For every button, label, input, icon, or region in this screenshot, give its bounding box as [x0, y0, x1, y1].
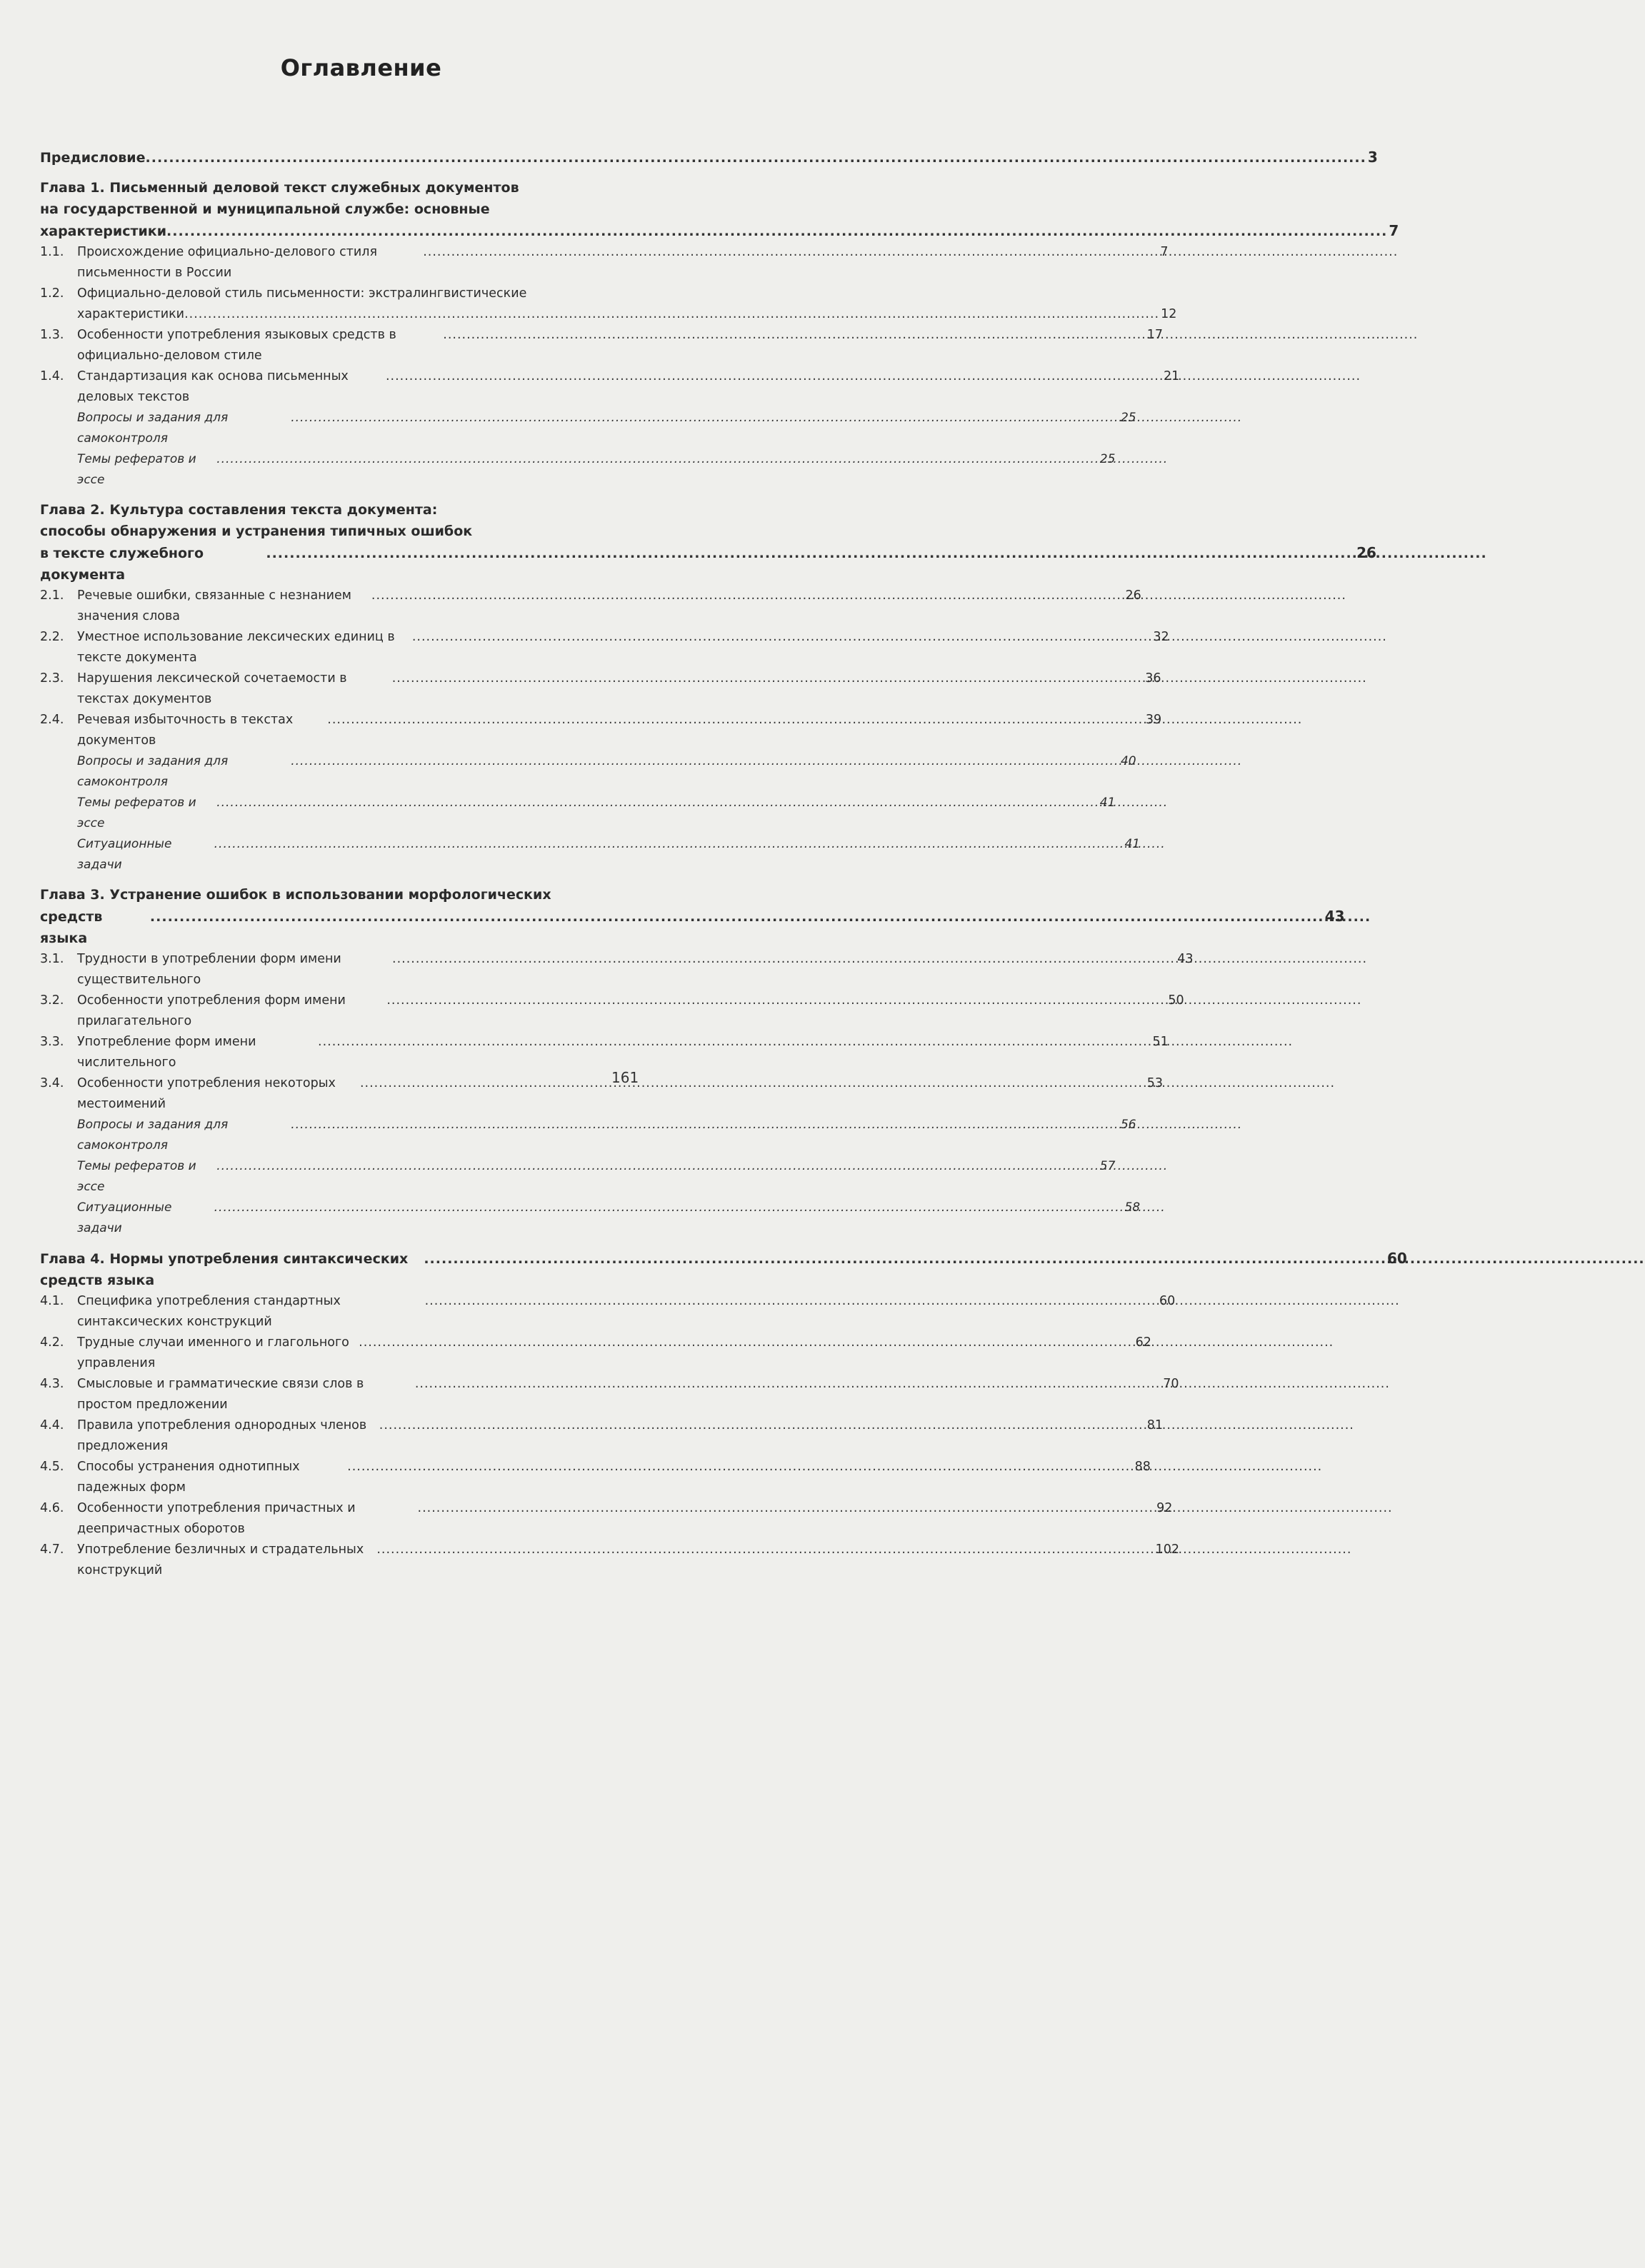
toc-page-number: 36: [1145, 671, 1161, 686]
toc-supplement-entry[interactable]: [40, 1156, 1116, 1198]
toc-page-number: 26: [1356, 544, 1376, 561]
toc-entry-line: Особенности употребления форм имени прилагательного: [77, 993, 350, 1028]
toc-entry-line: характеристики: [77, 307, 185, 321]
toc-chapter-entry[interactable]: [40, 146, 1378, 169]
toc-supplement-entry[interactable]: [40, 449, 1116, 491]
toc-entry-title: [77, 1156, 1099, 1198]
toc-entry-line: Ситуационные задачи: [77, 837, 176, 872]
dot-leader: [150, 906, 1324, 928]
toc-entry-line: средств языка: [40, 909, 108, 946]
toc-entry-title: [77, 1540, 1154, 1581]
toc-entry-title: [77, 834, 1123, 875]
dot-leader: [443, 325, 1145, 346]
dot-leader: [216, 1156, 1099, 1177]
toc-entry-title: [40, 1248, 1386, 1291]
toc-entry-title: [77, 586, 1124, 627]
toc-chapter-entry[interactable]: [40, 1248, 1407, 1291]
toc-page-number: 39: [1145, 713, 1162, 727]
dot-leader: [418, 1498, 1156, 1519]
toc-page-number: 26: [1125, 588, 1141, 603]
dot-leader: [318, 1032, 1151, 1053]
table-of-contents: [40, 146, 1407, 1581]
toc-entry-title: [40, 177, 1399, 242]
toc-entry-line: в тексте служебного документа: [40, 546, 209, 583]
dot-leader: [327, 710, 1144, 731]
toc-entry-title: [77, 284, 1176, 325]
toc-section-entry[interactable]: [40, 710, 1162, 751]
toc-entry-line: Особенности употребления причастных и деепричастных оборотов: [77, 1501, 360, 1536]
toc-entry-line: Специфика употребления стандартных синтаксических конструкций: [77, 1294, 345, 1329]
toc-entry-line: Вопросы и задания для самоконтроля: [77, 754, 232, 789]
dot-leader: [412, 627, 1152, 648]
toc-entry-number: 1.3.: [40, 328, 64, 342]
toc-entry-line: Глава 1. Письменный деловой текст служебных документов: [40, 180, 519, 196]
toc-entry-number: 4.4.: [40, 1418, 64, 1432]
toc-entry-number: 4.6.: [40, 1501, 64, 1515]
toc-page-number: 41: [1124, 837, 1141, 851]
dot-leader: [214, 834, 1124, 855]
toc-entry-title: [77, 1333, 1134, 1374]
dot-leader: [386, 366, 1162, 387]
toc-entry-line: Нарушения лексической сочетаемости в текстах документов: [77, 671, 351, 706]
toc-entry-number: 1.4.: [40, 369, 64, 383]
dot-leader: [424, 1248, 1386, 1270]
toc-entry-title: [77, 627, 1151, 668]
toc-page-number: 50: [1168, 993, 1184, 1008]
toc-entry-number: 4.5.: [40, 1460, 64, 1474]
toc-supplement-entry[interactable]: [40, 834, 1141, 875]
toc-entry-line: Употребление безличных и страдательных конструкций: [77, 1542, 368, 1577]
dot-leader: [425, 1291, 1158, 1312]
toc-entry-number: 2.1.: [40, 588, 64, 603]
toc-section-entry[interactable]: [40, 668, 1161, 710]
toc-entry-line: Способы устранения однотипных падежных форм: [77, 1460, 304, 1495]
toc-entry-title: [77, 793, 1099, 834]
toc-entry-line: Правила употребления однородных членов предложения: [77, 1418, 371, 1453]
toc-entry-number: 2.2.: [40, 630, 64, 644]
toc-page-number: 7: [1389, 222, 1399, 239]
toc-supplement-entry[interactable]: [40, 1198, 1141, 1239]
toc-entry-line: Темы рефератов и эссе: [77, 1159, 201, 1194]
toc-section-entry[interactable]: [40, 1073, 1163, 1115]
dot-leader: [291, 408, 1119, 428]
toc-page-number: 12: [1161, 307, 1177, 321]
toc-entry-title: [77, 751, 1119, 793]
toc-page-number: 57: [1099, 1159, 1116, 1173]
toc-entry-line: Темы рефератов и эссе: [77, 796, 201, 831]
toc-entry-line: Предисловие: [40, 150, 146, 166]
toc-page-number: 32: [1153, 630, 1169, 644]
toc-section-entry[interactable]: [40, 1291, 1176, 1333]
dot-leader: [415, 1374, 1161, 1395]
toc-entry-title: [77, 1374, 1161, 1415]
toc-entry-number: 3.3.: [40, 1035, 64, 1049]
dot-leader: [376, 1540, 1154, 1560]
toc-section-entry[interactable]: [40, 242, 1169, 284]
toc-entry-line: Трудности в употреблении форм имени существительного: [77, 952, 346, 987]
toc-entry-number: 2.3.: [40, 671, 64, 686]
dot-leader: [184, 304, 1159, 325]
toc-page-number: 56: [1120, 1118, 1136, 1132]
dot-leader: [360, 1073, 1146, 1094]
dot-leader: [166, 221, 1387, 242]
toc-section-entry[interactable]: [40, 325, 1163, 366]
page-number: 161: [611, 1069, 639, 1086]
toc-section-entry[interactable]: [40, 1032, 1169, 1073]
toc-entry-number: 4.3.: [40, 1377, 64, 1391]
toc-entry-line: характеристики: [40, 224, 167, 239]
toc-page-number: 62: [1135, 1335, 1151, 1350]
toc-entry-title: [77, 710, 1144, 751]
toc-entry-line: Речевые ошибки, связанные с незнанием значения слова: [77, 588, 356, 623]
dot-leader: [347, 1457, 1133, 1477]
toc-entry-title: [77, 366, 1162, 408]
toc-entry-line: Особенности употребления языковых средств в официально-деловом стиле: [77, 328, 401, 363]
toc-entry-title: [77, 325, 1146, 366]
toc-section-entry[interactable]: [40, 1498, 1173, 1540]
dot-leader: [379, 1415, 1146, 1436]
toc-entry-line: способы обнаружения и устранения типичных ошибок: [40, 523, 473, 539]
toc-page-number: 25: [1099, 452, 1116, 466]
dot-leader: [371, 586, 1124, 606]
toc-entry-number: 1.1.: [40, 245, 64, 259]
toc-section-entry[interactable]: [40, 586, 1141, 627]
toc-entry-number: 3.1.: [40, 952, 64, 966]
toc-entry-title: [77, 1498, 1155, 1540]
toc-entry-title: [77, 990, 1166, 1032]
toc-page-number: 43: [1324, 908, 1345, 925]
toc-page-number: 41: [1099, 796, 1116, 810]
toc-page-number: 51: [1152, 1035, 1169, 1049]
toc-page-number: 92: [1156, 1501, 1173, 1515]
toc-supplement-entry[interactable]: [40, 1115, 1136, 1156]
toc-page-number: 7: [1160, 245, 1169, 259]
toc-entry-title: [40, 884, 1345, 949]
toc-supplement-entry[interactable]: [40, 751, 1136, 793]
toc-entry-line: Стандартизация как основа письменных деловых текстов: [77, 369, 353, 404]
toc-page-number: 21: [1163, 369, 1180, 383]
toc-supplement-entry[interactable]: [40, 793, 1116, 834]
toc-page-number: 40: [1120, 754, 1136, 768]
toc-entry-line: на государственной и муниципальной службе: основные: [40, 201, 490, 217]
dot-leader: [266, 543, 1355, 564]
toc-section-entry[interactable]: [40, 366, 1180, 408]
toc-section-entry[interactable]: [40, 949, 1194, 990]
toc-section-entry[interactable]: [40, 1333, 1151, 1374]
toc-page-number: 3: [1367, 149, 1378, 166]
dot-leader: [423, 242, 1159, 263]
toc-entry-number: 3.4.: [40, 1076, 64, 1090]
toc-page-number: 25: [1120, 411, 1136, 425]
toc-entry-number: 4.2.: [40, 1335, 64, 1350]
toc-entry-line: Глава 4. Нормы употребления синтаксических средств языка: [40, 1251, 413, 1288]
dot-leader: [386, 990, 1166, 1011]
toc-entry-line: Темы рефератов и эссе: [77, 452, 201, 487]
toc-entry-title: [77, 949, 1176, 990]
dot-leader: [216, 449, 1099, 470]
toc-page-number: 60: [1386, 1250, 1407, 1267]
toc-entry-line: Особенности употребления некоторых местоимений: [77, 1076, 340, 1111]
toc-section-entry[interactable]: [40, 1540, 1180, 1581]
toc-entry-line: Трудные случаи именного и глагольного управления: [77, 1335, 354, 1370]
toc-entry-title: [77, 1198, 1123, 1239]
dot-leader: [216, 793, 1099, 813]
toc-entry-line: Употребление форм имени числительного: [77, 1035, 261, 1070]
toc-entry-title: [77, 1115, 1119, 1156]
toc-section-entry[interactable]: [40, 284, 1177, 325]
toc-entry-line: Речевая избыточность в текстах документов: [77, 713, 297, 748]
toc-section-entry[interactable]: [40, 1415, 1163, 1457]
toc-chapter-entry[interactable]: [40, 177, 1399, 242]
toc-entry-title: [77, 668, 1144, 710]
toc-entry-number: 4.1.: [40, 1294, 64, 1308]
dot-leader: [392, 668, 1144, 689]
dot-leader: [392, 949, 1176, 970]
toc-chapter-entry[interactable]: [40, 499, 1376, 586]
toc-entry-line: Ситуационные задачи: [77, 1200, 176, 1235]
toc-page-number: 53: [1146, 1076, 1163, 1090]
toc-page-number: 43: [1177, 952, 1194, 966]
toc-entry-title: [77, 1032, 1151, 1073]
toc-entry-number: 2.4.: [40, 713, 64, 727]
toc-section-entry[interactable]: [40, 990, 1184, 1032]
toc-section-entry[interactable]: [40, 1374, 1179, 1415]
toc-entry-line: Уместное использование лексических единиц в тексте документа: [77, 630, 399, 665]
toc-entry-title: [40, 147, 1366, 169]
toc-entry-title: [77, 1457, 1134, 1498]
toc-entry-number: 3.2.: [40, 993, 64, 1008]
toc-supplement-entry[interactable]: [40, 408, 1136, 449]
dot-leader: [214, 1198, 1124, 1218]
toc-page-number: 81: [1146, 1418, 1163, 1432]
toc-page-number: 102: [1155, 1542, 1180, 1557]
toc-page-number: 58: [1124, 1200, 1141, 1215]
toc-page-number: 70: [1163, 1377, 1179, 1391]
toc-page-number: 88: [1134, 1460, 1151, 1474]
toc-section-entry[interactable]: [40, 627, 1169, 668]
toc-page-number: 17: [1146, 328, 1163, 342]
toc-section-entry[interactable]: [40, 1457, 1151, 1498]
toc-entry-title: [40, 499, 1376, 586]
toc-entry-number: 1.2.: [40, 286, 64, 301]
toc-entry-title: [77, 1415, 1146, 1457]
dot-leader: [359, 1333, 1134, 1353]
toc-entry-title: [77, 1291, 1158, 1333]
dot-leader: [291, 751, 1119, 772]
toc-entry-line: Глава 3. Устранение ошибок в использовании морфологических: [40, 887, 551, 903]
dot-leader: [146, 147, 1366, 169]
toc-chapter-entry[interactable]: [40, 884, 1345, 949]
toc-entry-line: Вопросы и задания для самоконтроля: [77, 411, 232, 446]
toc-entry-line: Глава 2. Культура составления текста документа:: [40, 502, 438, 518]
toc-entry-line: Официально-деловой стиль письменности: экстралингвистические: [77, 286, 527, 301]
toc-entry-line: Вопросы и задания для самоконтроля: [77, 1118, 232, 1153]
page-title: Оглавление: [280, 54, 442, 81]
dot-leader: [291, 1115, 1119, 1135]
toc-entry-number: 4.7.: [40, 1542, 64, 1557]
toc-entry-title: [77, 408, 1119, 449]
toc-entry-line: Происхождение официально-делового стиля письменности в России: [77, 245, 381, 280]
toc-entry-title: [77, 242, 1159, 284]
toc-entry-line: Смысловые и грамматические связи слов в простом предложении: [77, 1377, 368, 1412]
toc-entry-title: [77, 449, 1099, 491]
toc-page-number: 60: [1159, 1294, 1176, 1308]
